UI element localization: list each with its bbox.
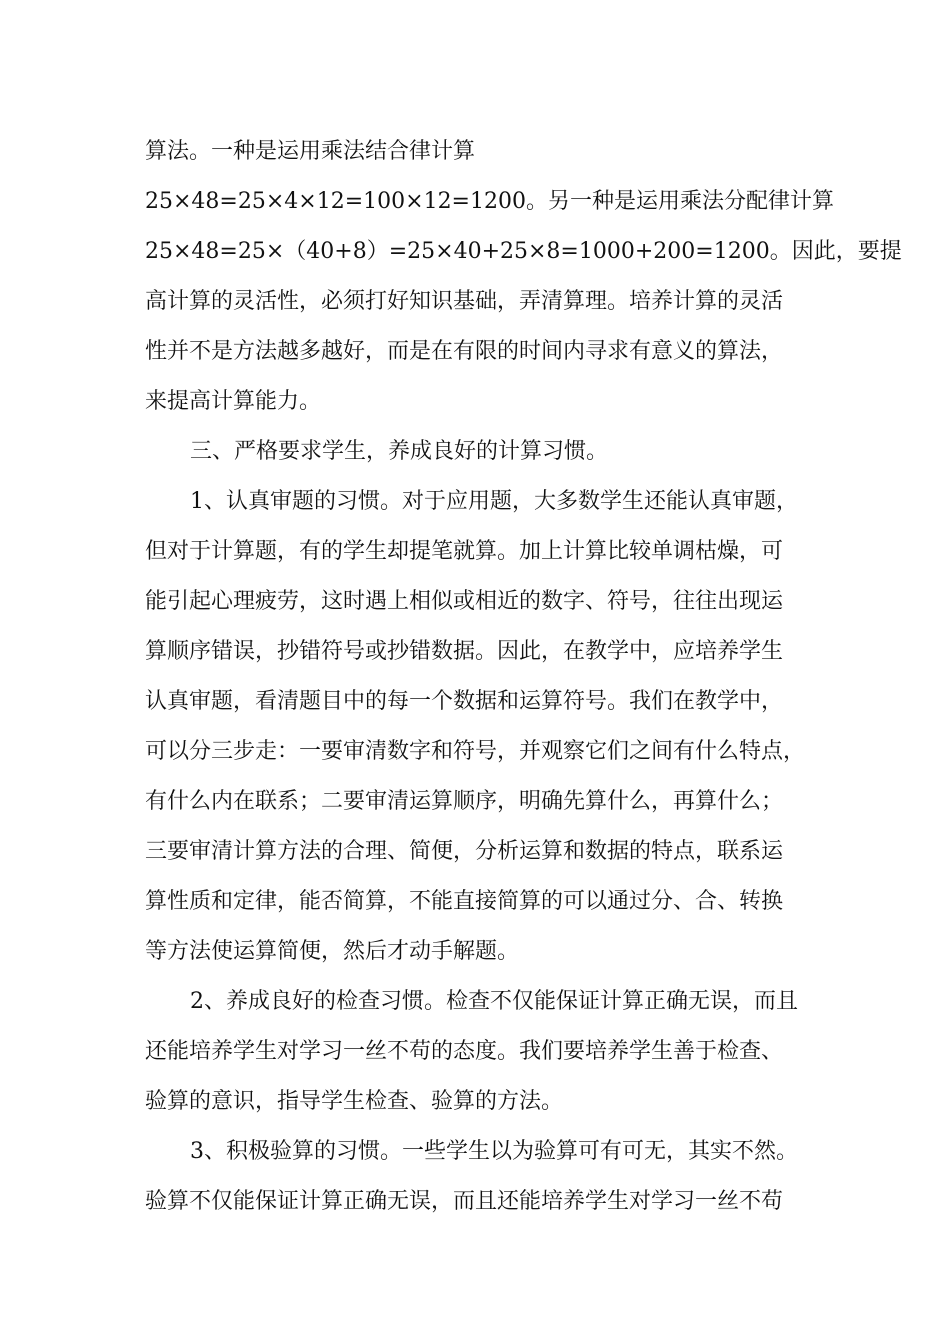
paragraph-start: 1、认真审题的习惯。对于应用题，大多数学生还能认真审题， <box>190 489 798 514</box>
text-line: 验算不仅能保证计算正确无误，而且还能培养学生对学习一丝不苟 <box>145 1189 784 1214</box>
text-line: 25×48=25×（40+8）=25×40+25×8=1000+200=1200。因此，要提 <box>145 239 902 264</box>
text-line: 认真审题，看清题目中的每一个数据和运算符号。我们在教学中， <box>145 689 784 714</box>
text-line: 有什么内在联系；二要审清运算顺序，明确先算什么，再算什么； <box>145 789 784 814</box>
section-heading: 三、严格要求学生，养成良好的计算习惯。 <box>190 439 609 464</box>
text-line: 算性质和定律，能否简算，不能直接简算的可以通过分、合、转换 <box>145 889 784 914</box>
text-line: 25×48=25×4×12=100×12=1200。另一种是运用乘法分配律计算 <box>145 189 834 214</box>
text-line: 等方法使运算简便，然后才动手解题。 <box>145 939 520 964</box>
text-line: 可以分三步走：一要审清数字和符号，并观察它们之间有什么特点， <box>145 739 806 764</box>
paragraph-start: 2、养成良好的检查习惯。检查不仅能保证计算正确无误，而且 <box>190 989 798 1014</box>
text-line: 性并不是方法越多越好，而是在有限的时间内寻求有意义的算法， <box>145 339 784 364</box>
text-line: 算法。一种是运用乘法结合律计算 <box>145 139 476 164</box>
paragraph-start: 3、积极验算的习惯。一些学生以为验算可有可无，其实不然。 <box>190 1139 798 1164</box>
text-line: 但对于计算题，有的学生却提笔就算。加上计算比较单调枯燥，可 <box>145 539 784 564</box>
text-line: 还能培养学生对学习一丝不苟的态度。我们要培养学生善于检查、 <box>145 1039 784 1064</box>
text-line: 算顺序错误，抄错符号或抄错数据。因此，在教学中，应培养学生 <box>145 639 784 664</box>
text-line: 能引起心理疲劳，这时遇上相似或相近的数字、符号，往往出现运 <box>145 589 784 614</box>
text-line: 验算的意识，指导学生检查、验算的方法。 <box>145 1089 564 1114</box>
text-line: 三要审清计算方法的合理、简便，分析运算和数据的特点，联系运 <box>145 839 784 864</box>
text-line: 高计算的灵活性，必须打好知识基础，弄清算理。培养计算的灵活 <box>145 289 784 314</box>
text-line: 来提高计算能力。 <box>145 389 322 414</box>
